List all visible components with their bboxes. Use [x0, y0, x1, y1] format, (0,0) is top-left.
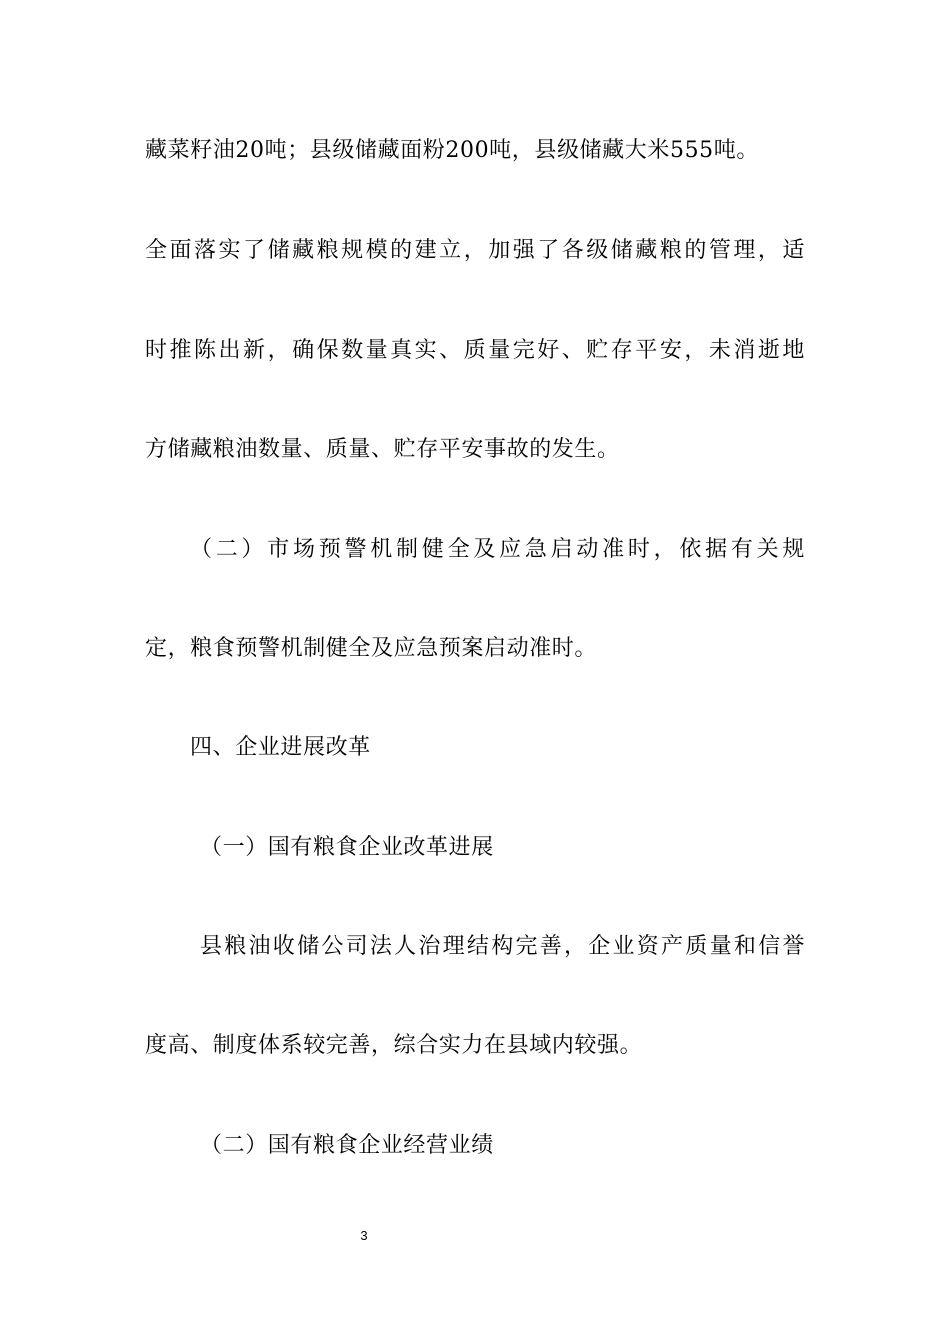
paragraph-line: 方储藏粮油数量、质量、贮存平安事故的发生。: [145, 437, 620, 462]
paragraph-line: 定，粮食预警机制健全及应急预案启动准时。: [145, 636, 598, 661]
paragraph-line: 藏菜籽油20吨；县级储藏面粉200吨，县级储藏大米555吨。: [145, 138, 759, 163]
subsection-heading-line: （二）市场预警机制健全及应急启动准时，依据有关规: [190, 537, 805, 562]
paragraph-line: 度高、制度体系较完善，综合实力在县域内较强。: [145, 1033, 643, 1058]
subsection-heading: （一）国有粮食企业改革进展: [200, 835, 494, 860]
page-number: 3: [360, 1228, 368, 1243]
paragraph-line: 全面落实了储藏粮规模的建立，加强了各级储藏粮的管理，适: [145, 238, 805, 263]
paragraph-line: 时推陈出新，确保数量真实、质量完好、贮存平安，未消逝地: [145, 338, 805, 363]
section-heading: 四、企业进展改革: [190, 735, 371, 760]
subsection-heading: （二）国有粮食企业经营业绩: [200, 1133, 494, 1158]
paragraph-line: 县粮油收储公司法人治理结构完善，企业资产质量和信誉: [200, 934, 805, 959]
